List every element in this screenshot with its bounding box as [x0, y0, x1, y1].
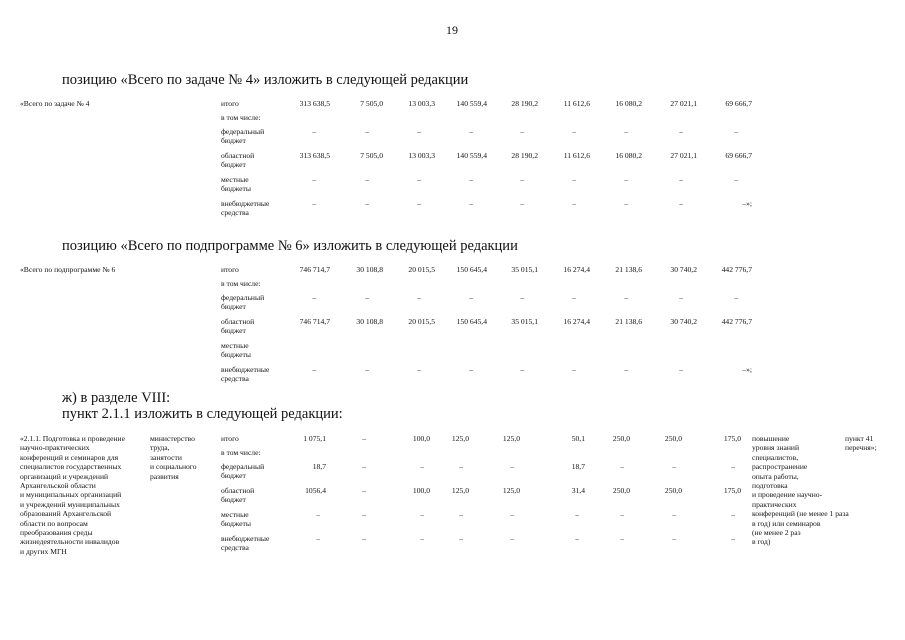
text-line: жизнедеятельности инвалидов: [20, 537, 120, 547]
table-cell: –: [365, 199, 369, 208]
table-cell: –: [417, 365, 421, 374]
row-name: федеральный: [221, 293, 265, 302]
table-cell: –: [624, 293, 628, 302]
text-line: специалистов государственных: [20, 462, 122, 472]
table-cell: 30 740,2: [670, 317, 697, 326]
table-cell: 442 776,7: [721, 265, 752, 274]
table-cell: –: [679, 127, 683, 136]
table-cell: 100,0: [412, 486, 430, 495]
table-cell: 30 740,2: [670, 265, 697, 274]
table-cell: –: [679, 365, 683, 374]
table-cell: 125,0: [502, 434, 520, 443]
table-cell: –: [459, 462, 463, 471]
row-name: местные: [221, 341, 249, 350]
table-cell: 35 015,1: [511, 317, 538, 326]
row-name: бюджет: [221, 495, 246, 505]
table-cell: –: [624, 127, 628, 136]
table-cell: –: [469, 199, 473, 208]
text-line: Архангельской области: [20, 481, 96, 490]
row-name: областной: [221, 151, 255, 160]
table-cell: –: [520, 127, 524, 136]
table-cell: –: [572, 365, 576, 374]
table-cell: –: [312, 127, 316, 136]
text-line: и проведение научно-: [752, 490, 823, 500]
text-line: в год) или семинаров: [752, 518, 821, 528]
table-cell: –: [572, 293, 576, 302]
table-cell: 7 505,0: [360, 99, 383, 108]
text-line: и учреждений муниципальных: [20, 499, 120, 509]
table-cell: 746 714,7: [299, 317, 330, 326]
table-cell: 746 714,7: [299, 265, 330, 274]
table-cell: –: [572, 175, 576, 184]
table-cell: –»;: [742, 199, 752, 208]
table-cell: 30 108,8: [356, 265, 383, 274]
table-cell: –: [679, 293, 683, 302]
table-cell: –: [520, 365, 524, 374]
text-line: развития: [150, 471, 179, 481]
table-cell: 30 108,8: [356, 317, 383, 326]
table-cell: –: [572, 127, 576, 136]
table-cell: –: [672, 462, 676, 471]
table-cell: –»;: [742, 365, 752, 374]
section-heading-item211: пункт 2.1.1 изложить в следующей редакции:: [62, 406, 343, 422]
table-cell: –: [679, 199, 683, 208]
row-label-task4: «Всего по задаче № 4: [20, 99, 90, 108]
text-line: перечня»;: [845, 443, 877, 453]
table-cell: –: [672, 510, 676, 519]
text-line: специалистов,: [752, 452, 799, 462]
table-cell: –: [420, 534, 424, 543]
text-line: уровня знаний: [752, 443, 800, 453]
table-cell: 13 003,3: [408, 151, 435, 160]
table-cell: –: [417, 293, 421, 302]
table-cell: –: [679, 175, 683, 184]
table-cell: –: [734, 175, 738, 184]
table-cell: –: [316, 510, 320, 519]
table-cell: 16 274,4: [563, 265, 590, 274]
text-line: министерство: [150, 434, 195, 443]
table-cell: 250,0: [664, 434, 682, 443]
row-name: средства: [221, 374, 249, 384]
table-cell: 18,7: [571, 462, 585, 471]
table-cell: 100,0: [412, 434, 430, 443]
table-cell: 250,0: [612, 486, 630, 495]
row-label-subprogram6: «Всего по подпрограмме № 6: [20, 265, 116, 274]
table-cell: –: [469, 293, 473, 302]
table-cell: 20 015,5: [408, 317, 435, 326]
table-cell: 125,0: [451, 486, 469, 495]
text-line: и социального: [150, 462, 197, 472]
table-cell: –: [365, 293, 369, 302]
table-cell: –: [734, 127, 738, 136]
table-cell: –: [417, 199, 421, 208]
table-cell: –: [731, 510, 735, 519]
table-cell: –: [459, 510, 463, 519]
row-name: в том числе:: [221, 448, 261, 457]
row-name: местные: [221, 175, 249, 184]
text-line: конференций (не менее 1 раза: [752, 509, 849, 519]
text-line: (не менее 2 раз: [752, 528, 801, 537]
table-cell: 21 138,6: [615, 265, 642, 274]
page-number: 19: [446, 23, 458, 37]
table-cell: –: [620, 510, 624, 519]
table-cell: –: [362, 510, 366, 519]
row-name: бюджеты: [221, 519, 251, 529]
table-cell: –: [620, 462, 624, 471]
table-cell: –: [520, 175, 524, 184]
text-line: и муниципальных организаций: [20, 490, 122, 500]
table-cell: 175,0: [723, 434, 741, 443]
table-cell: 16 274,4: [563, 317, 590, 326]
table-cell: 69 666,7: [725, 151, 752, 160]
table-cell: 125,0: [502, 486, 520, 495]
table-cell: –: [624, 175, 628, 184]
table-cell: –: [731, 534, 735, 543]
text-line: образований Архангельской: [20, 509, 112, 519]
text-line: повышение: [752, 434, 790, 443]
table-cell: 20 015,5: [408, 265, 435, 274]
row-name: средства: [221, 208, 249, 218]
table-cell: 69 666,7: [725, 99, 752, 108]
row-name: бюджеты: [221, 184, 251, 194]
row-name: итого: [221, 99, 239, 108]
table-cell: –: [420, 462, 424, 471]
table-cell: 11 612,6: [563, 151, 590, 160]
row-name: федеральный: [221, 462, 265, 471]
section-heading-section8: ж) в разделе VIII:: [62, 390, 171, 406]
table-cell: 1056,4: [305, 486, 326, 495]
table-cell: 27 021,1: [670, 99, 697, 108]
text-line: подготовка: [752, 481, 788, 490]
text-line: организаций и учреждений: [20, 471, 109, 481]
row-name: бюджет: [221, 302, 246, 312]
table-cell: –: [734, 293, 738, 302]
table-cell: –: [365, 365, 369, 374]
table-cell: 11 612,6: [563, 99, 590, 108]
table-cell: –: [575, 534, 579, 543]
text-line: пункт 41: [845, 434, 874, 443]
table-cell: –: [575, 510, 579, 519]
table-cell: –: [624, 365, 628, 374]
table-cell: 125,0: [451, 434, 469, 443]
text-line: труда,: [150, 443, 170, 453]
text-line: практических: [752, 499, 797, 509]
table-cell: –: [520, 293, 524, 302]
table-cell: –: [316, 534, 320, 543]
table-cell: 7 505,0: [360, 151, 383, 160]
table-cell: 21 138,6: [615, 317, 642, 326]
table-cell: –: [620, 534, 624, 543]
row-name: средства: [221, 543, 249, 553]
table-cell: 250,0: [664, 486, 682, 495]
row-name: областной: [221, 486, 255, 495]
text-line: в год): [752, 537, 771, 547]
table-cell: 16 080,2: [615, 151, 642, 160]
row-name: бюджеты: [221, 350, 251, 360]
table-cell: 13 003,3: [408, 99, 435, 108]
row-name: бюджет: [221, 136, 246, 146]
table-cell: –: [624, 199, 628, 208]
row-name: местные: [221, 510, 249, 519]
table-cell: –: [365, 127, 369, 136]
table-cell: –: [731, 462, 735, 471]
table-cell: –: [520, 199, 524, 208]
table-cell: –: [420, 510, 424, 519]
text-line: научно-практических: [20, 443, 90, 453]
table-cell: –: [365, 175, 369, 184]
row-name: в том числе:: [221, 279, 261, 288]
table-cell: –: [417, 175, 421, 184]
table-cell: 28 190,2: [511, 151, 538, 160]
table-cell: –: [312, 293, 316, 302]
row-name: внебюджетные: [221, 534, 270, 543]
row-name: внебюджетные: [221, 365, 270, 374]
row-name: итого: [221, 434, 239, 443]
table-cell: –: [362, 486, 366, 495]
table-cell: –: [312, 365, 316, 374]
text-line: занятости: [150, 452, 182, 462]
table-cell: –: [572, 199, 576, 208]
text-line: и других МГН: [20, 546, 67, 556]
table-cell: 1 075,1: [303, 434, 326, 443]
text-line: распространение: [752, 462, 808, 472]
row-name: областной: [221, 317, 255, 326]
table-cell: –: [362, 534, 366, 543]
table-cell: –: [510, 462, 514, 471]
table-cell: 442 776,7: [721, 317, 752, 326]
row-name: бюджет: [221, 326, 246, 336]
text-line: преобразования среды: [20, 528, 93, 537]
text-line: опыта работы,: [752, 471, 799, 481]
row-name: внебюджетные: [221, 199, 270, 208]
table-cell: 250,0: [612, 434, 630, 443]
table-cell: –: [469, 365, 473, 374]
table-cell: 16 080,2: [615, 99, 642, 108]
table-cell: –: [312, 175, 316, 184]
table-cell: 35 015,1: [511, 265, 538, 274]
table-cell: 313 638,5: [299, 99, 330, 108]
row-name: бюджет: [221, 471, 246, 481]
table-cell: 313 638,5: [299, 151, 330, 160]
row-name: в том числе:: [221, 113, 261, 122]
table-cell: –: [417, 127, 421, 136]
text-line: области по вопросам: [20, 518, 88, 528]
section-heading-subprogram6: позицию «Всего по подпрограмме № 6» изложить в следующей редакции: [62, 238, 518, 254]
table-cell: –: [510, 534, 514, 543]
table-cell: –: [362, 462, 366, 471]
text-line: «2.1.1. Подготовка и проведение: [20, 434, 125, 443]
row-name: итого: [221, 265, 239, 274]
table-cell: 140 559,4: [456, 151, 487, 160]
text-line: конференций и семинаров для: [20, 452, 119, 462]
table-cell: –: [510, 510, 514, 519]
table-cell: –: [362, 434, 366, 443]
section-heading-task4: позицию «Всего по задаче № 4» изложить в следующей редакции: [62, 72, 469, 88]
table-cell: 150 645,4: [456, 265, 487, 274]
row-name: бюджет: [221, 160, 246, 170]
table-cell: –: [312, 199, 316, 208]
table-cell: 18,7: [312, 462, 326, 471]
table-cell: 28 190,2: [511, 99, 538, 108]
table-cell: –: [469, 175, 473, 184]
table-cell: –: [459, 534, 463, 543]
table-cell: –: [672, 534, 676, 543]
table-cell: 175,0: [723, 486, 741, 495]
table-cell: 31,4: [571, 486, 585, 495]
table-cell: 150 645,4: [456, 317, 487, 326]
table-cell: 140 559,4: [456, 99, 487, 108]
table-cell: 50,1: [571, 434, 585, 443]
table-cell: –: [469, 127, 473, 136]
table-cell: 27 021,1: [670, 151, 697, 160]
row-name: федеральный: [221, 127, 265, 136]
